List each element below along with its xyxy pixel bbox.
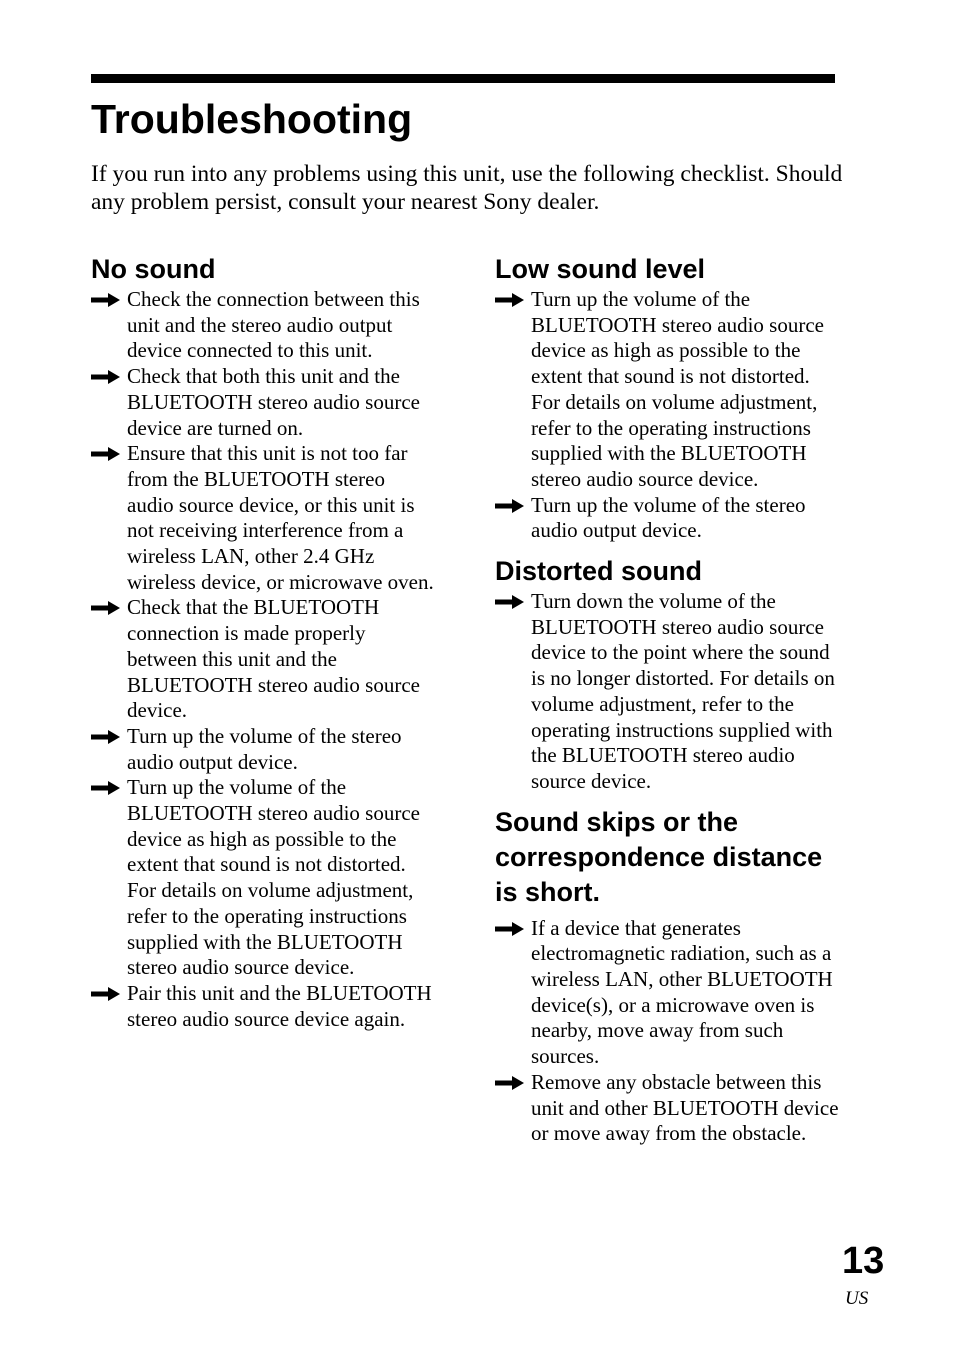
right-arrow-icon <box>495 499 524 513</box>
region-code: US <box>845 1288 869 1309</box>
list-item <box>91 981 436 1032</box>
page-title: Troubleshooting <box>91 96 413 142</box>
list-item-text: Ensure that this unit is not too far from the BLUETOOTH stereo audio source device, or this unit is not receiving interference from a wireless LAN, other 2.4 GHz wireless device, or microwave oven. <box>127 441 434 594</box>
list-item <box>495 493 840 544</box>
right-arrow-icon <box>495 922 524 936</box>
distorted-sound-list <box>495 589 840 795</box>
right-arrow-icon <box>91 447 120 461</box>
list-item-text: Remove any obstacle between this unit and other BLUETOOTH device or move away from the obstacle. <box>531 1069 839 1146</box>
section-title-distorted-sound: Distorted sound <box>495 556 702 587</box>
list-item-text: Check that both this unit and the BLUETOOTH stereo audio source device are turned on. <box>127 364 420 440</box>
list-item-text: Turn up the volume of the BLUETOOTH stereo audio source device as high as possible to the extent that sound is not distorted. For details on volume adjustment, refer to the operating instructions supplied with the BLUETOOTH stereo audio source device. <box>531 287 824 491</box>
section-title-sound-skips: Sound skips or the correspondence distance is short. <box>495 806 823 907</box>
left-column <box>91 252 436 1032</box>
list-item <box>495 1070 840 1147</box>
list-item <box>91 287 436 364</box>
section-title-no-sound: No sound <box>91 254 216 284</box>
right-arrow-icon <box>91 781 120 795</box>
list-item <box>495 589 840 795</box>
right-arrow-icon <box>495 595 524 609</box>
right-arrow-icon <box>91 987 120 1001</box>
list-item <box>91 724 436 775</box>
sound-skips-list <box>495 916 840 1147</box>
list-item <box>495 287 840 493</box>
list-item-text: Turn up the volume of the stereo audio output device. <box>127 723 402 774</box>
right-column <box>495 252 840 1147</box>
right-arrow-icon <box>495 1076 524 1090</box>
page-number: 13 <box>842 1240 885 1282</box>
section-title-low-sound-level: Low sound level <box>495 254 706 284</box>
right-arrow-icon <box>91 601 120 615</box>
right-arrow-icon <box>495 293 524 307</box>
list-item-text: If a device that generates electromagnetic radiation, such as a wireless LAN, other BLUETOOTH device(s), or a microwave oven is nearby, move away from such sources. <box>531 915 833 1069</box>
list-item-text: Check the connection between this unit and the stereo audio output device connected to this unit. <box>127 287 420 363</box>
list-item <box>91 595 436 724</box>
list-item-text: Pair this unit and the BLUETOOTH stereo audio source device again. <box>127 980 432 1031</box>
intro-paragraph: If you run into any problems using this unit, use the following checklist. Should any problem persist, consult your nearest Sony dealer. <box>91 161 843 215</box>
right-arrow-icon <box>91 730 120 744</box>
list-item-text: Turn up the volume of the BLUETOOTH stereo audio source device as high as possible to the extent that sound is not distorted. For details on volume adjustment, refer to the operating instructions supplied with the BLUETOOTH stereo audio source device. <box>127 775 420 980</box>
low-sound-list <box>495 287 840 544</box>
list-item-text: Turn up the volume of the stereo audio output device. <box>531 492 806 543</box>
right-arrow-icon <box>91 370 120 384</box>
title-rule <box>91 74 835 83</box>
right-arrow-icon <box>91 293 120 307</box>
list-item <box>91 364 436 441</box>
list-item <box>91 441 436 595</box>
list-item <box>495 916 840 1070</box>
list-item <box>91 775 436 981</box>
list-item-text: Turn down the volume of the BLUETOOTH stereo audio source device to the point where the sound is no longer distorted. For details on volume adjustment, refer to the operating instructions supplied with the BLUETOOTH stereo audio source device. <box>531 589 835 793</box>
no-sound-list <box>91 287 436 1032</box>
list-item-text: Check that the BLUETOOTH connection is made properly between this unit and the BLUETOOTH stereo audio source device. <box>127 595 420 723</box>
